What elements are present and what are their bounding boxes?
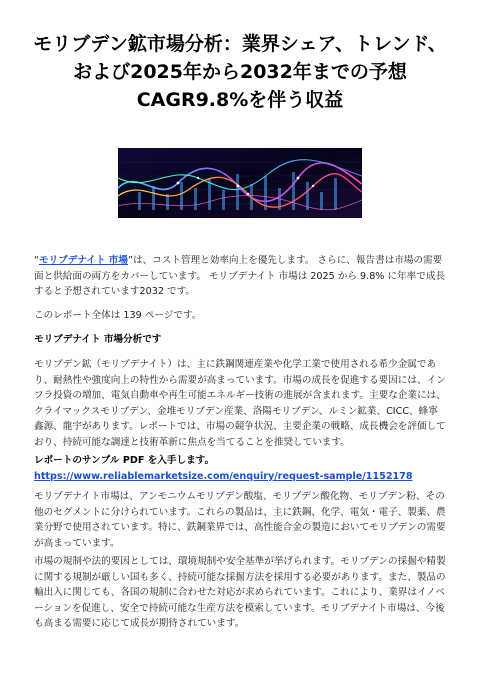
banner-image	[118, 148, 362, 218]
intro-paragraph	[34, 253, 446, 300]
sample-link[interactable]: https://www.reliablemarketsize.com/enquiry/request-sample/1152178	[34, 470, 413, 482]
analysis-heading: モリブデナイト 市場分析です	[34, 334, 162, 345]
regulation-paragraph: 市場の規制や法的要因としては、環境規制や安全基準が挙げられます。モリブデンの採掘や精製に関する規制が厳しい国も多く、持続可能な採掘方法を採用する必要があります。また、製品の輸出入に関しても、各国の規制に合わせた対応が求められています。これにより、業界はイノベーションを促進し、安全で持続可能な生産方法を模索しています。モリブデナイト市場は、今後も高まる需要に応じて成長が期待されています。	[34, 556, 446, 630]
sample-label: レポートのサンプル PDF を入手します。	[34, 455, 215, 466]
sample-paragraph	[34, 453, 446, 484]
abstract-chart-graphic	[118, 148, 362, 218]
page-count-paragraph: このレポート全体は 139 ページです。	[34, 310, 202, 321]
market-link[interactable]: モリブデナイト 市場	[38, 255, 128, 266]
segment-paragraph: モリブデナイト市場は、アンモニウムモリブデン酸塩、モリブデン酸化物、モリブデン粉、その他のセグメントに分けられています。これらの製品は、主に鉄鋼、化学、電気・電子、製薬、農業分野で使用されています。特に、鉄鋼業界では、高性能合金の製造においてモリブデンの需要が高まっています。	[34, 491, 446, 549]
intro-text: は、コスト管理と効率向上を優先します。 さらに、報告書は市場の需要面と供給面の両方をカバーしています。 モリブデナイト 市場は 2025 から 9.8% に年率で成長すると予想されています2032 です。	[34, 255, 446, 298]
page-title: モリブデン鉱市場分析：業界シェア、トレンド、および2025年から2032年までの予想CAGR9.8%を伴う収益	[33, 33, 447, 111]
quote-open: “	[34, 255, 39, 266]
analysis-paragraph: モリブデン鉱（モリブデナイト）は、主に鉄鋼関連産業や化学工業で使用される希少金属であり、耐熱性や強度向上の特性から需要が高まっています。市場の成長を促進する要因には、インフラ投資の増加、電気自動車や再生可能エネルギー技術の進展が含まれます。主要な企業には、クライマックスモリブデン、金堆モリブデン産業、洛陽モリブデン、ルミン鉱業、CICC、蜂寧鑫源、龍宇があります。レポートでは、市場の競争状況、主要企業の戦略、成長機会を評価しており、持続可能な調達と技術革新に焦点を当てることを推奨しています。	[34, 359, 446, 448]
quote-close: ”	[128, 255, 133, 266]
